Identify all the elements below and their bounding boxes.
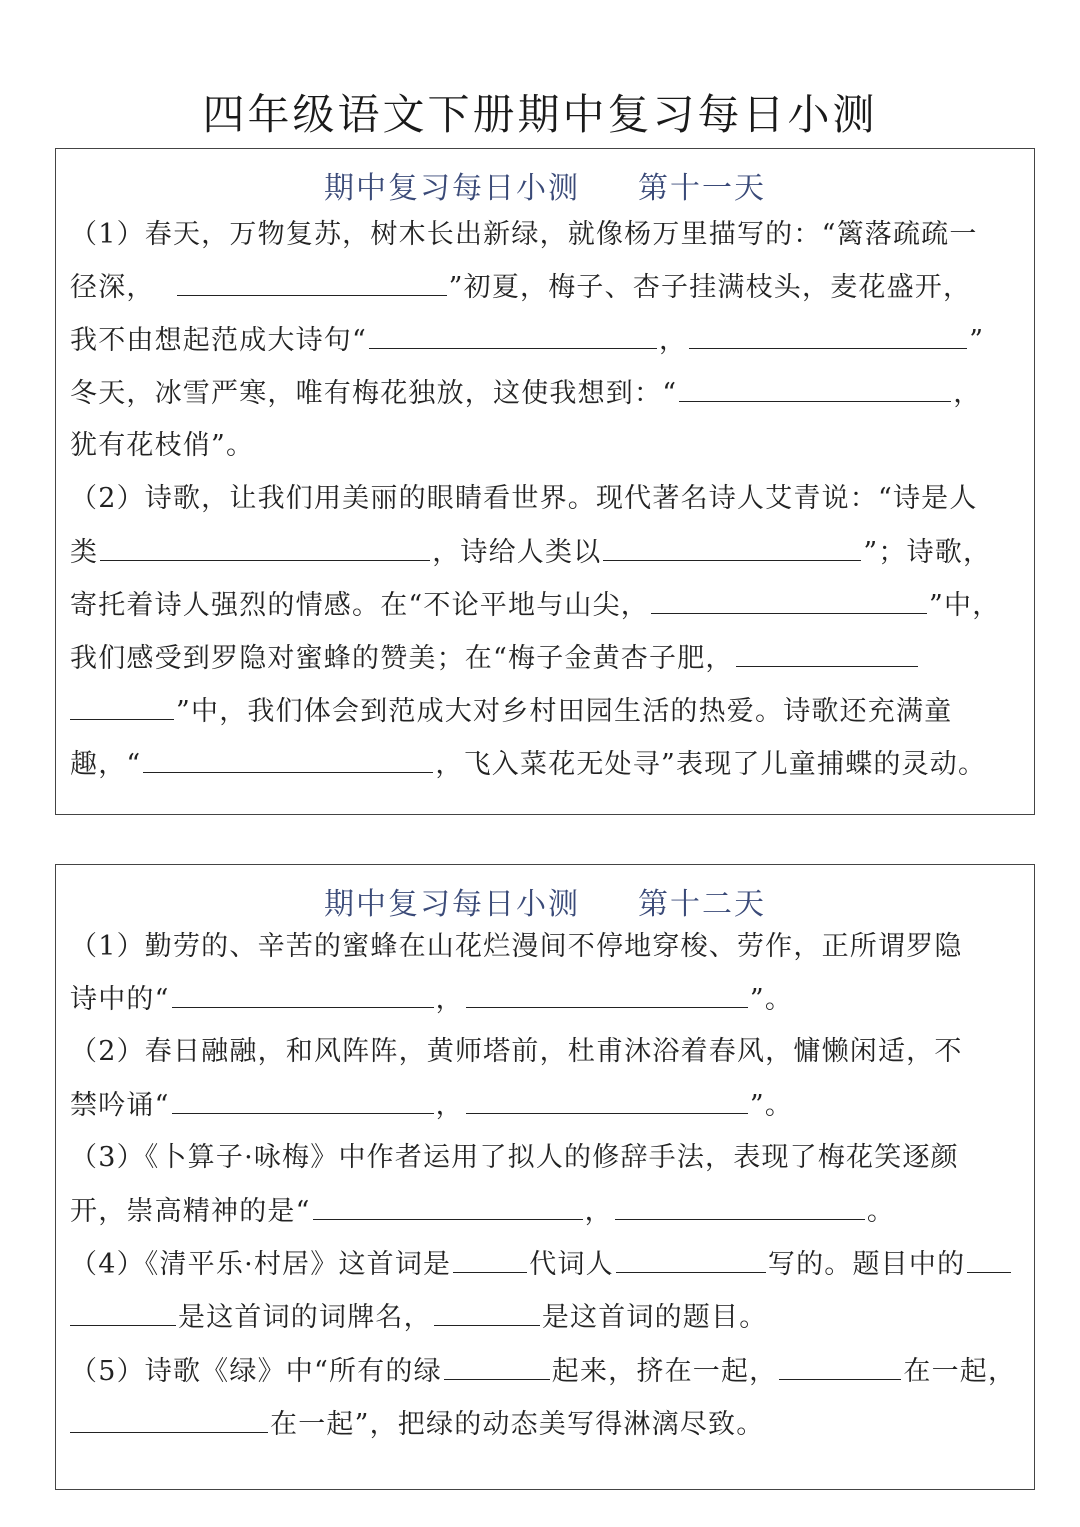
quiz-card-day-12 xyxy=(55,864,1035,1490)
answer-blank[interactable] xyxy=(172,979,434,1008)
answer-blank[interactable] xyxy=(967,1244,1011,1273)
text: ” xyxy=(969,325,985,356)
answer-blank[interactable] xyxy=(434,1297,540,1326)
question-line xyxy=(70,532,991,572)
question-line: （1）春天，万物复苏，树木长出新绿，就像杨万里描写的：“篱落疏疏一 xyxy=(70,219,978,250)
text: 我不由想起范成大诗句“ xyxy=(70,325,368,356)
question-line: （2）诗歌，让我们用美丽的眼睛看世界。现代著名诗人艾青说：“诗是人 xyxy=(70,483,978,514)
text: （4）《清平乐·村居》这首词是 xyxy=(70,1249,452,1280)
answer-blank[interactable] xyxy=(143,744,433,773)
text: ”；诗歌， xyxy=(863,537,992,568)
card-day: 第十二天 xyxy=(638,887,766,922)
answer-blank[interactable] xyxy=(70,1297,176,1326)
answer-blank[interactable] xyxy=(779,1351,901,1380)
question-line xyxy=(70,320,984,360)
quiz-card-day-11 xyxy=(55,148,1035,815)
answer-blank[interactable] xyxy=(736,638,918,667)
question-line xyxy=(70,1191,895,1231)
card-heading: 期中复习每日小测 xyxy=(324,887,580,922)
text: 起来，挤在一起， xyxy=(551,1356,778,1387)
question-line xyxy=(70,373,981,413)
answer-blank[interactable] xyxy=(466,1085,748,1114)
answer-blank[interactable] xyxy=(466,979,748,1008)
answer-blank[interactable] xyxy=(172,1085,434,1114)
text: ”中，我们体会到范成大对乡村田园生活的热爱。诗歌还充满童 xyxy=(176,696,953,727)
question-line xyxy=(70,585,1000,625)
text: 是这首词的题目。 xyxy=(541,1302,768,1333)
text: 代词人 xyxy=(529,1249,614,1280)
text: ， xyxy=(584,1196,613,1227)
text: ， xyxy=(435,984,464,1015)
question-line: （3）《卜算子·咏梅》中作者运用了拟人的修辞手法，表现了梅花笑逐颜 xyxy=(70,1142,959,1173)
text: 冬天，冰雪严寒，唯有梅花独放，这使我想到：“ xyxy=(70,378,678,409)
text: ， xyxy=(659,325,688,356)
text: 径深， xyxy=(70,272,155,303)
question-line xyxy=(70,1404,764,1444)
answer-blank[interactable] xyxy=(444,1351,550,1380)
answer-blank[interactable] xyxy=(70,1404,268,1433)
question-line xyxy=(70,1351,1016,1391)
question-line xyxy=(70,691,952,731)
text: ”中， xyxy=(929,590,1001,621)
card-title xyxy=(56,879,1034,923)
question-line xyxy=(70,979,793,1019)
answer-blank[interactable] xyxy=(615,1191,865,1220)
text: （5）诗歌《绿》中“所有的绿 xyxy=(70,1356,442,1387)
text: 写的。题目中的 xyxy=(767,1249,966,1280)
page-title: 四年级语文下册期中复习每日小测 xyxy=(202,90,878,139)
answer-blank[interactable] xyxy=(679,373,951,402)
text: 。 xyxy=(866,1196,896,1227)
question-line: （2）春日融融，和风阵阵，黄师塔前，杜甫沐浴着春风，慵懒闲适，不 xyxy=(70,1036,963,1067)
text: ， xyxy=(953,378,982,409)
text: 开，崇高精神的是“ xyxy=(70,1196,311,1227)
text: ”。 xyxy=(749,1090,794,1121)
text: ”初夏，梅子、杏子挂满枝头，麦花盛开， xyxy=(448,272,972,303)
question-line xyxy=(70,267,971,307)
question-line xyxy=(70,1297,767,1337)
text: 在一起， xyxy=(903,1356,1017,1387)
text: 在一起”，把绿的动态美写得淋漓尽致。 xyxy=(270,1409,765,1440)
text: 趣，“ xyxy=(70,749,142,780)
text: 类 xyxy=(70,537,99,568)
text: 诗中的“ xyxy=(70,984,170,1015)
answer-blank[interactable] xyxy=(616,1244,766,1273)
text: 是这首词的词牌名， xyxy=(178,1302,432,1333)
card-title xyxy=(56,163,1034,207)
question-line xyxy=(70,744,986,784)
card-heading: 期中复习每日小测 xyxy=(324,171,580,206)
answer-blank[interactable] xyxy=(651,585,927,614)
answer-blank[interactable] xyxy=(177,267,447,296)
text: ，飞入菜花无处寻”表现了儿童捕蝶的灵动。 xyxy=(435,749,987,780)
answer-blank[interactable] xyxy=(453,1244,527,1273)
answer-blank[interactable] xyxy=(689,320,967,349)
answer-blank[interactable] xyxy=(70,691,174,720)
answer-blank[interactable] xyxy=(369,320,657,349)
text: 我们感受到罗隐对蜜蜂的赞美；在“梅子金黄杏子肥， xyxy=(70,643,734,674)
answer-blank[interactable] xyxy=(100,532,430,561)
question-line xyxy=(70,1085,793,1125)
text: ”。 xyxy=(749,984,794,1015)
text: ， xyxy=(435,1090,464,1121)
text: ，诗给人类以 xyxy=(432,537,602,568)
question-line: （1）勤劳的、辛苦的蜜蜂在山花烂漫间不停地穿梭、劳作，正所谓罗隐 xyxy=(70,931,963,962)
answer-blank[interactable] xyxy=(313,1191,583,1220)
question-line xyxy=(70,638,920,678)
text: 禁吟诵“ xyxy=(70,1090,170,1121)
card-day: 第十一天 xyxy=(638,171,766,206)
answer-blank[interactable] xyxy=(603,532,861,561)
text: 寄托着诗人强烈的情感。在“不论平地与山尖， xyxy=(70,590,650,621)
question-line xyxy=(70,1244,1013,1284)
question-line: 犹有花枝俏”。 xyxy=(70,430,255,461)
